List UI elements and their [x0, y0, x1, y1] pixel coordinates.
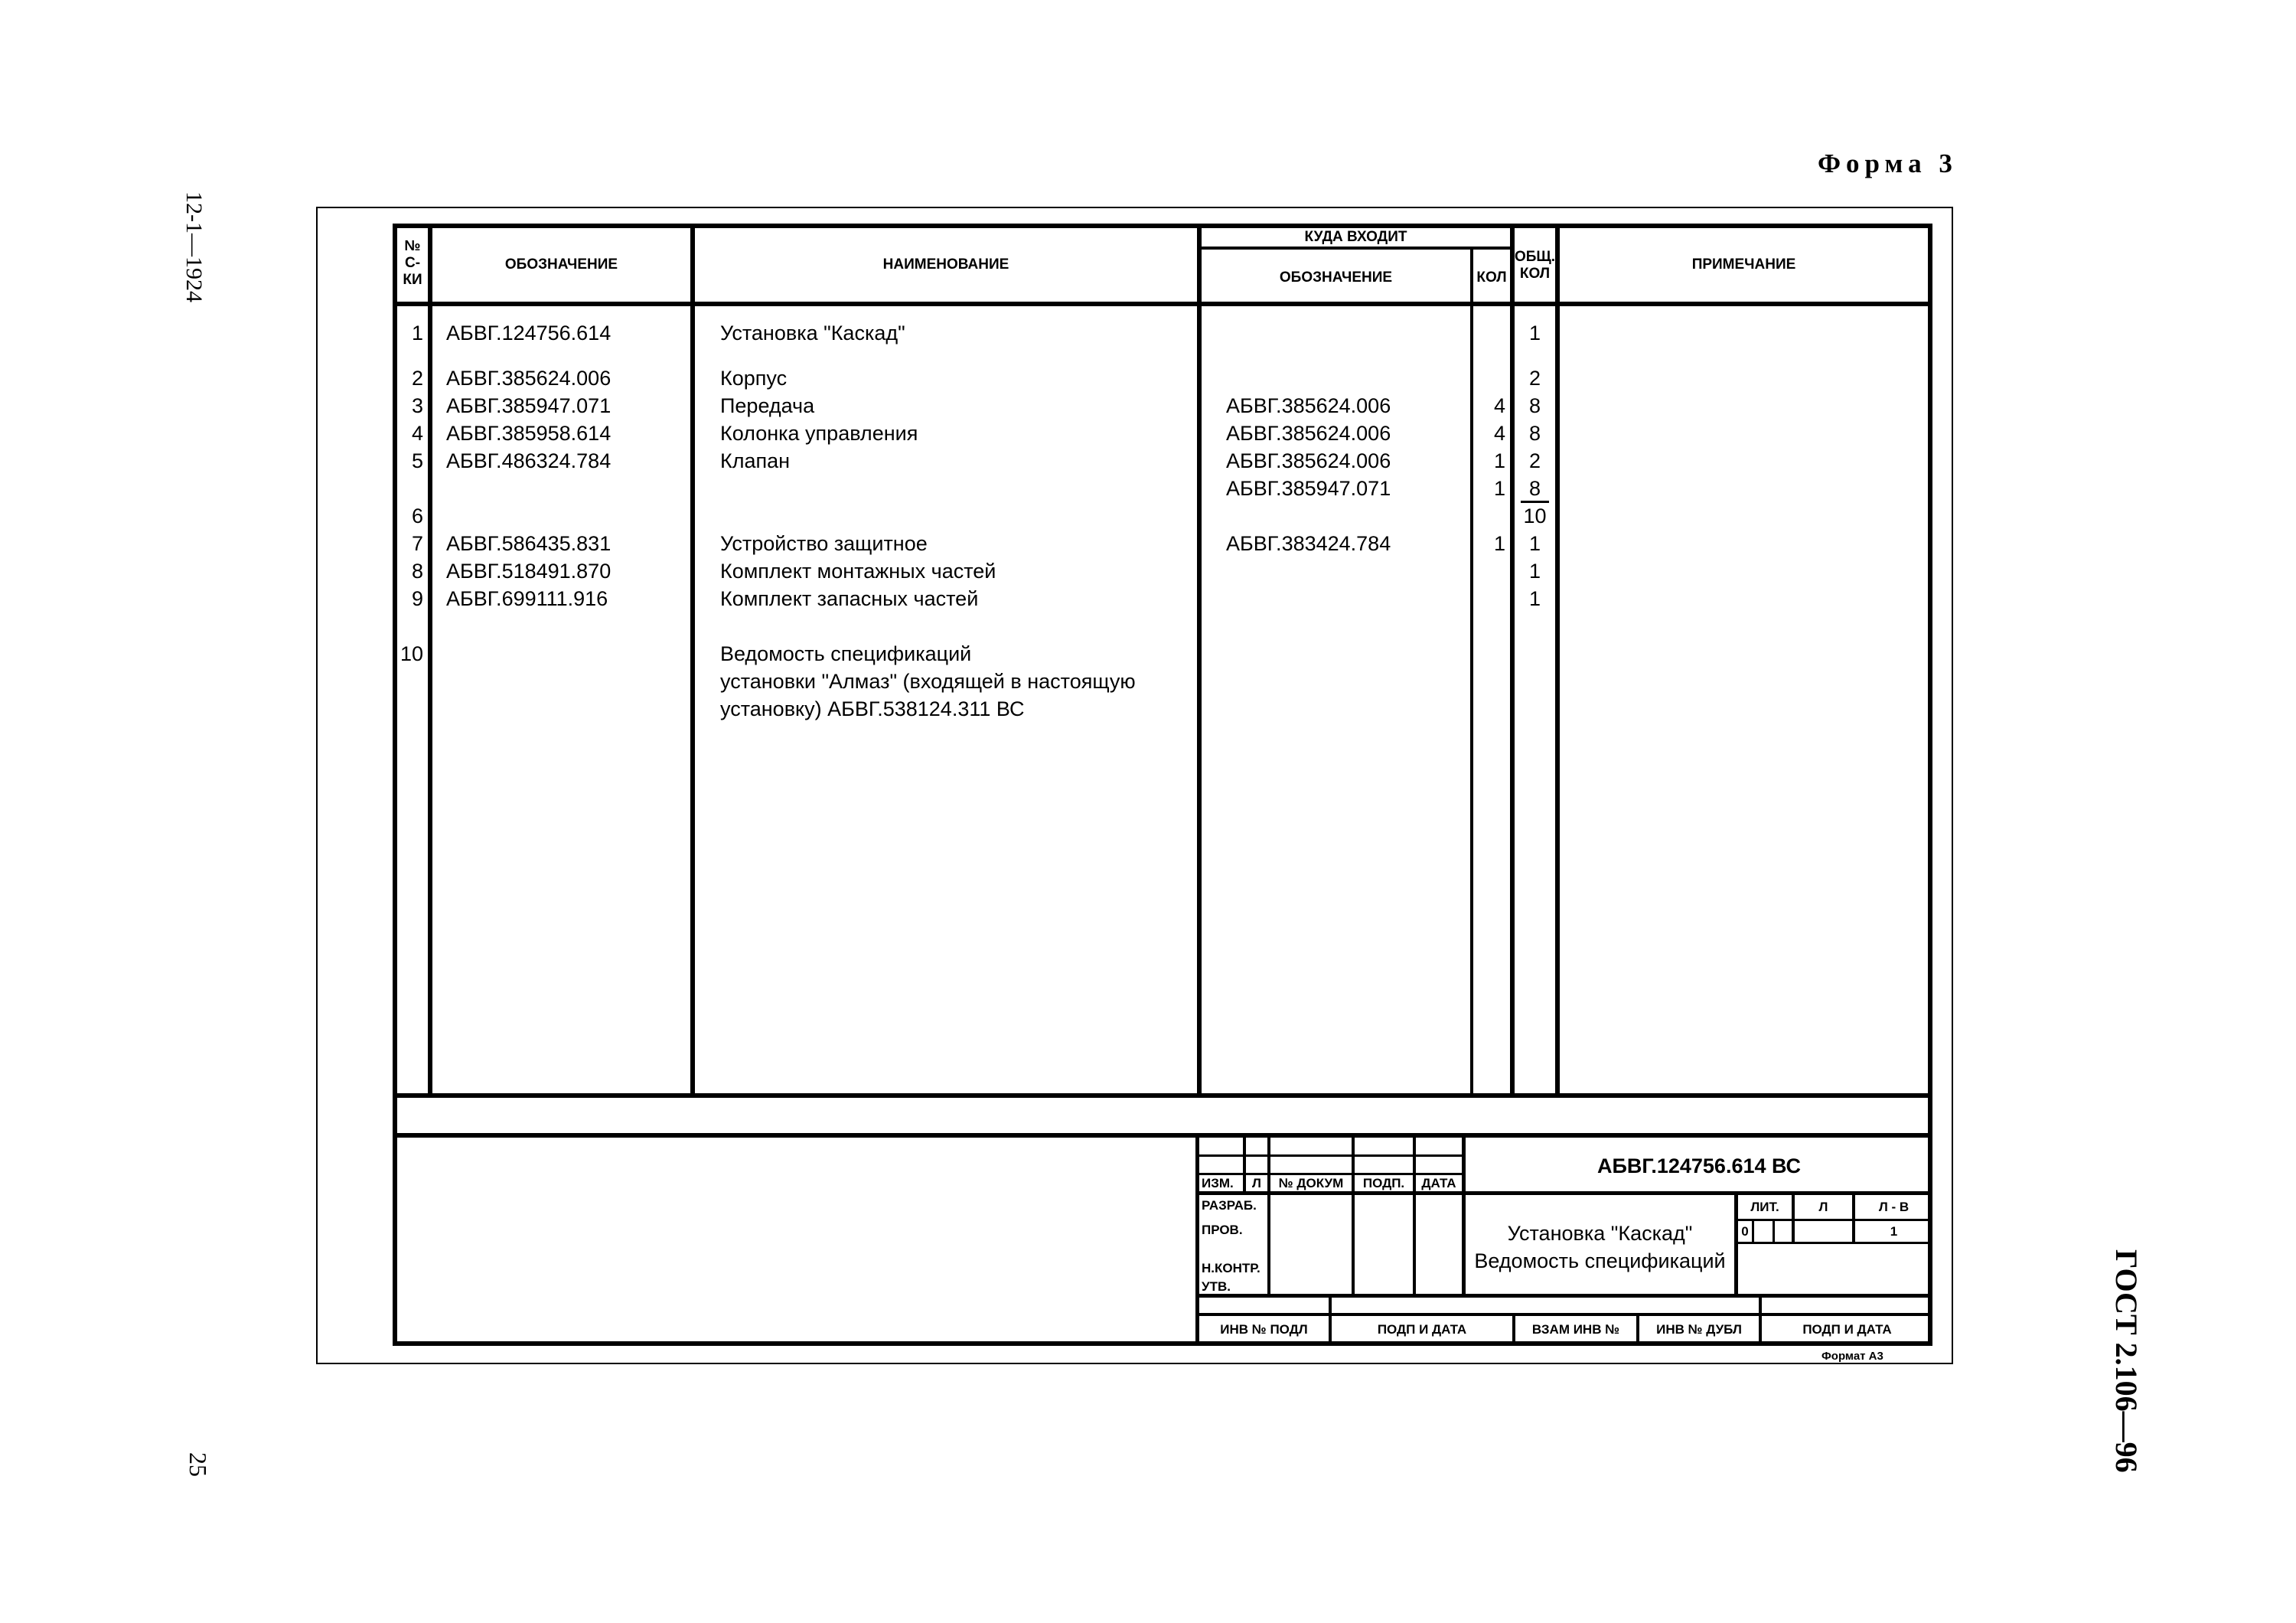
stamp-bottom-line-1	[1195, 1294, 1932, 1298]
stamp-title-line1: Установка "Каскад"	[1507, 1222, 1693, 1245]
row-designation: АБВГ.385947.071	[446, 394, 612, 417]
lv-value: 1	[1890, 1224, 1898, 1239]
col-l: Л	[1252, 1176, 1261, 1190]
row-10-name-line2: установки "Алмаз" (входящей в настоящую	[720, 670, 1136, 693]
form-label: Форма 3	[1818, 149, 1958, 178]
row-name: Колонка управления	[720, 422, 918, 445]
kuda-divider	[1197, 247, 1514, 250]
col-line-2	[690, 224, 695, 1093]
header-divider	[393, 302, 1932, 306]
header-kol: КОЛ	[1476, 269, 1507, 286]
row-name: Установка "Каскад"	[720, 322, 905, 345]
row-no: 1	[411, 322, 423, 345]
bottom-inv-dubl: ИНВ № ДУБЛ	[1656, 1322, 1742, 1337]
row-name: Передача	[720, 394, 815, 417]
stamp-lit-line-2	[1734, 1242, 1932, 1244]
bottom-podp-data-2: ПОДП И ДАТА	[1802, 1322, 1892, 1337]
row-no: 4	[411, 422, 423, 445]
row-where: АБВГ.385947.071	[1226, 477, 1391, 500]
row-where: АБВГ.385624.006	[1226, 394, 1391, 417]
page-number: 25	[184, 1452, 212, 1477]
row-name: Устройство защитное	[720, 532, 928, 555]
row-total: 2	[1528, 367, 1541, 390]
row-designation: АБВГ.586435.831	[446, 532, 612, 555]
row-where: АБВГ.383424.784	[1226, 532, 1391, 555]
row-name: Комплект запасных частей	[720, 587, 979, 610]
l-label: Л	[1818, 1200, 1828, 1214]
row-name: Корпус	[720, 367, 788, 390]
lit-label: ЛИТ.	[1750, 1200, 1779, 1214]
row-kol: 4	[1493, 422, 1505, 445]
row-no: 2	[411, 367, 423, 390]
header-kuda-vhodit: КУДА ВХОДИТ	[1304, 229, 1407, 245]
stamp-header-line	[1195, 1191, 1932, 1195]
row-total: 8	[1528, 477, 1541, 500]
header-no-2: С-	[404, 255, 421, 271]
header-name: НАИМЕНОВАНИЕ	[882, 256, 1009, 273]
stamp-bottom-line-2	[1195, 1313, 1932, 1316]
lit-value: 0	[1741, 1224, 1749, 1239]
row-total: 1	[1528, 560, 1541, 583]
bottom-inv-podl: ИНВ № ПОДЛ	[1220, 1322, 1308, 1337]
row-total: 10	[1523, 505, 1547, 527]
col-line-3	[1197, 224, 1202, 1093]
header-no-3: КИ	[403, 272, 422, 288]
role-razrab: РАЗРАБ.	[1202, 1198, 1257, 1213]
row-designation: АБВГ.518491.870	[446, 560, 612, 583]
stamp-lit-sep-2	[1773, 1221, 1775, 1242]
col-line-5	[1510, 224, 1515, 1093]
col-izm: ИЗМ.	[1202, 1176, 1234, 1190]
header-obsch-kol: КОЛ	[1519, 266, 1551, 282]
stamp-title-line2: Ведомость спецификаций	[1474, 1249, 1726, 1272]
sum-underline	[1521, 501, 1549, 503]
row-designation: АБВГ.699111.916	[446, 587, 608, 610]
stamp-bottom-sep-4	[1759, 1294, 1762, 1346]
stamp-signature-col-data	[1413, 1133, 1416, 1294]
col-data: ДАТА	[1421, 1176, 1456, 1190]
stamp-row-line-1	[1195, 1154, 1463, 1157]
row-no: 5	[411, 449, 423, 472]
row-total: 2	[1528, 449, 1541, 472]
row-name: Комплект монтажных частей	[720, 560, 996, 583]
col-line-1	[428, 224, 432, 1093]
row-total: 8	[1528, 422, 1541, 445]
row-total: 8	[1528, 394, 1541, 417]
row-10-name-line3: установку) АБВГ.538124.311 ВС	[720, 697, 1025, 720]
row-name: Клапан	[720, 449, 791, 472]
row-total: 1	[1528, 587, 1541, 610]
row-no: 7	[411, 532, 423, 555]
stamp-row-line-2	[1195, 1173, 1463, 1175]
row-kol: 1	[1493, 477, 1505, 500]
stamp-bottom-sep-1	[1329, 1294, 1332, 1346]
lv-label: Л - В	[1878, 1200, 1910, 1214]
bottom-podp-data-1: ПОДП И ДАТА	[1377, 1322, 1467, 1337]
standard-code: ГОСТ 2.106—96	[2109, 1249, 2144, 1473]
stamp-lit-line	[1734, 1219, 1932, 1221]
row-kol: 1	[1493, 532, 1505, 555]
header-obsch: ОБЩ.	[1515, 249, 1556, 265]
col-line-4	[1470, 249, 1473, 1093]
row-kol: 1	[1493, 449, 1505, 472]
row-no: 10	[400, 642, 423, 665]
margin-top-code: 12-1—1924	[181, 191, 207, 302]
row-designation: АБВГ.385624.006	[446, 367, 612, 390]
header-no-1: №	[404, 238, 421, 254]
header-kuda-designation: ОБОЗНАЧЕНИЕ	[1279, 269, 1393, 286]
header-designation: ОБОЗНАЧЕНИЕ	[504, 256, 618, 273]
row-no: 8	[411, 560, 423, 583]
col-podp: ПОДП.	[1362, 1176, 1405, 1190]
row-designation: АБВГ.124756.614	[446, 322, 612, 345]
row-total: 1	[1528, 322, 1541, 345]
stamp-signature-col-podp	[1352, 1133, 1355, 1294]
role-utv: УТВ.	[1202, 1279, 1231, 1294]
data-bottom-line	[393, 1093, 1932, 1098]
row-designation: АБВГ.385958.614	[446, 422, 612, 445]
stamp-signature-col-ndok	[1267, 1133, 1270, 1294]
row-no: 9	[411, 587, 423, 610]
row-no: 3	[411, 394, 423, 417]
row-where: АБВГ.385624.006	[1226, 422, 1391, 445]
col-ndokum: № ДОКУМ	[1278, 1176, 1344, 1190]
format-label: Формат А3	[1821, 1350, 1883, 1363]
row-where: АБВГ.385624.006	[1226, 449, 1391, 472]
row-no: 6	[411, 505, 423, 527]
bottom-vzam-inv: ВЗАМ ИНВ №	[1531, 1322, 1620, 1337]
row-total: 1	[1528, 532, 1541, 555]
row-kol: 4	[1493, 394, 1505, 417]
row-designation: АБВГ.486324.784	[446, 449, 612, 472]
header-note: ПРИМЕЧАНИЕ	[1691, 256, 1796, 273]
stamp-top-line	[393, 1133, 1932, 1138]
stamp-lit-sep-1	[1752, 1221, 1754, 1242]
col-line-6	[1555, 224, 1560, 1093]
role-prov: ПРОВ.	[1202, 1223, 1243, 1237]
role-nkontr: Н.КОНТР.	[1202, 1261, 1261, 1275]
doc-code: АБВГ.124756.614 ВС	[1597, 1154, 1801, 1177]
row-name: Ведомость спецификаций	[720, 642, 972, 665]
table-frame	[393, 224, 1932, 1346]
